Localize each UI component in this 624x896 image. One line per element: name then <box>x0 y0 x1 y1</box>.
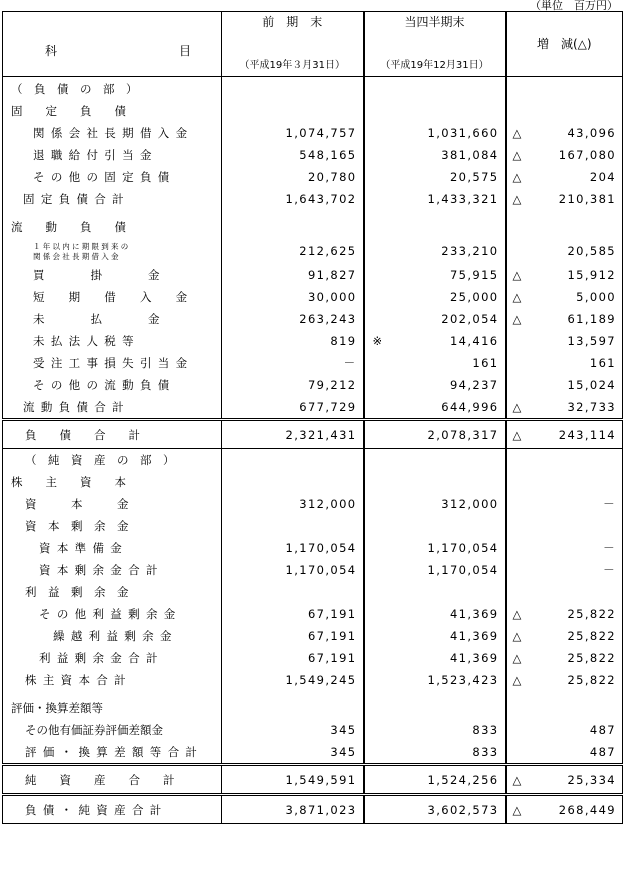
row-label: 資本準備金 <box>39 541 129 555</box>
header-prev-date: （平成19年３月31日） <box>239 60 345 71</box>
value-prev: 345 <box>330 723 357 737</box>
table-row <box>3 449 623 472</box>
value-curr: 381,084 <box>441 148 499 162</box>
row-label: 退職給付引当金 <box>33 148 158 162</box>
negative-mark: △ <box>512 126 522 140</box>
negative-mark: △ <box>512 772 522 787</box>
value-prev: － <box>343 356 357 370</box>
negative-mark: △ <box>512 192 522 206</box>
row-label: その他の固定負債 <box>33 170 176 184</box>
table-row <box>3 308 623 330</box>
table-row <box>3 166 623 188</box>
header-prev: 前 期 末 <box>262 15 323 29</box>
negative-mark: △ <box>512 170 522 184</box>
table-row <box>3 647 623 669</box>
value-diff: － <box>603 497 616 511</box>
value-curr: 312,000 <box>441 497 499 511</box>
table-row <box>3 352 623 374</box>
row-label: 短 期 借 入 金 <box>33 290 194 304</box>
value-curr: 644,996 <box>441 400 499 414</box>
value-prev: 819 <box>330 334 357 348</box>
value-curr: 1,031,660 <box>427 126 499 140</box>
negative-mark: △ <box>512 268 522 282</box>
table-row <box>3 100 623 122</box>
value-diff: 243,114 <box>558 427 616 442</box>
value-diff: 204 <box>589 170 616 184</box>
value-prev: 30,000 <box>307 290 357 304</box>
header-curr: 当四半期末 <box>404 15 465 29</box>
value-diff: 25,822 <box>567 651 616 665</box>
table-row <box>3 493 623 515</box>
table-row <box>3 741 623 765</box>
row-label: 資 本 剰 余 金 <box>25 519 129 533</box>
value-prev: 677,729 <box>299 400 357 414</box>
value-prev: 67,191 <box>307 629 357 643</box>
value-diff: 161 <box>589 356 616 370</box>
negative-mark: △ <box>512 427 522 442</box>
row-label: （ 負 債 の 部 ） <box>11 81 138 96</box>
table-row <box>3 669 623 691</box>
table-row <box>3 77 623 101</box>
value-diff: 210,381 <box>558 192 616 206</box>
row-label: 買 掛 金 <box>33 268 160 282</box>
value-prev: 67,191 <box>307 651 357 665</box>
value-prev: 263,243 <box>299 312 357 326</box>
value-diff: － <box>603 563 616 577</box>
value-curr: 75,915 <box>449 268 499 282</box>
row-label: 繰越利益剰余金 <box>53 629 178 643</box>
value-diff: 32,733 <box>567 400 616 414</box>
table-row <box>3 420 623 449</box>
row-label: 純 資 産 合 計 <box>25 772 175 787</box>
table-row <box>3 238 623 264</box>
value-diff: － <box>603 541 616 555</box>
table-row <box>3 537 623 559</box>
header-row <box>3 12 623 77</box>
value-prev: 1,170,054 <box>285 541 357 555</box>
value-prev: 1,549,245 <box>285 673 357 687</box>
row-label: 利 益 剰 余 金 <box>25 585 129 599</box>
header-item-2: 目 <box>179 44 192 58</box>
value-curr: 233,210 <box>441 244 499 258</box>
row-label: 資本剰余金合計 <box>39 563 164 577</box>
value-prev: 20,780 <box>307 170 357 184</box>
row-label: 固定負債合計 <box>23 192 130 206</box>
row-label: 評価・換算差額等 <box>11 701 103 715</box>
row-label: 株 主 資 本 <box>11 475 126 489</box>
value-diff: 25,822 <box>567 673 616 687</box>
value-prev: 79,212 <box>307 378 357 392</box>
row-label: 評価・換算差額等合計 <box>25 745 204 759</box>
value-diff: 61,189 <box>567 312 616 326</box>
value-diff: 43,096 <box>567 126 616 140</box>
table-row <box>3 515 623 537</box>
row-label: 利益剰余金合計 <box>39 651 164 665</box>
row-label: 資 本 金 <box>25 497 129 511</box>
table-row <box>3 581 623 603</box>
table-row <box>3 603 623 625</box>
value-prev: 345 <box>330 745 357 759</box>
header-curr-date: （平成19年12月31日） <box>380 60 489 71</box>
value-prev: 2,321,431 <box>285 427 357 442</box>
row-label: 受注工事損失引当金 <box>33 356 194 370</box>
row-label: その他の流動負債 <box>33 378 176 392</box>
value-curr: 1,433,321 <box>427 192 499 206</box>
value-curr: 20,575 <box>449 170 499 184</box>
value-curr: 833 <box>472 723 499 737</box>
row-label: 流 動 負 債 <box>11 220 126 234</box>
value-diff: 167,080 <box>558 148 616 162</box>
row-label: 負債・純資産合計 <box>25 802 168 817</box>
value-prev: 3,871,023 <box>285 802 357 817</box>
negative-mark: △ <box>512 651 522 665</box>
table-row <box>3 210 623 238</box>
negative-mark: △ <box>512 400 522 414</box>
value-diff: 15,024 <box>567 378 616 392</box>
negative-mark: △ <box>512 607 522 621</box>
row-label: 関係会社長期借入金 <box>33 126 194 140</box>
row-label: 負 債 合 計 <box>25 427 140 442</box>
value-curr: 202,054 <box>441 312 499 326</box>
value-prev: 67,191 <box>307 607 357 621</box>
value-diff: 25,334 <box>567 772 616 787</box>
table-row <box>3 691 623 719</box>
negative-mark: △ <box>512 673 522 687</box>
value-curr: 1,170,054 <box>427 563 499 577</box>
table-row <box>3 374 623 396</box>
table-row <box>3 765 623 795</box>
value-prev: 1,170,054 <box>285 563 357 577</box>
value-curr: 2,078,317 <box>427 427 499 442</box>
negative-mark: △ <box>512 802 522 817</box>
row-label: 未 払 金 <box>33 312 160 326</box>
row-label: 未払法人税等 <box>33 334 140 348</box>
negative-mark: △ <box>512 290 522 304</box>
value-curr: 25,000 <box>449 290 499 304</box>
value-prev: 312,000 <box>299 497 357 511</box>
value-diff: 25,822 <box>567 629 616 643</box>
row-label: １年以内に期限到来の <box>33 242 131 251</box>
row-label: 流動負債合計 <box>23 400 130 414</box>
value-prev: 548,165 <box>299 148 357 162</box>
value-diff: 25,822 <box>567 607 616 621</box>
negative-mark: △ <box>512 148 522 162</box>
value-curr: 161 <box>472 356 499 370</box>
row-label: その他有価証券評価差額金 <box>25 723 163 737</box>
row-label: 株主資本合計 <box>25 673 132 687</box>
row-label-2: 関係会社長期借入金 <box>33 252 121 261</box>
value-prev: 212,625 <box>299 244 357 258</box>
value-curr: 14,416 <box>449 334 499 348</box>
value-curr: 1,523,423 <box>427 673 499 687</box>
table-row <box>3 286 623 308</box>
table-row <box>3 122 623 144</box>
negative-mark: △ <box>512 312 522 326</box>
value-diff: 5,000 <box>576 290 616 304</box>
table-row <box>3 396 623 420</box>
table-row <box>3 188 623 210</box>
value-diff: 268,449 <box>558 802 616 817</box>
balance-sheet-table <box>2 11 623 824</box>
table-row <box>3 330 623 352</box>
table-row <box>3 144 623 166</box>
value-prev: 1,074,757 <box>285 126 357 140</box>
value-diff: 487 <box>589 723 616 737</box>
value-curr: 41,369 <box>449 629 499 643</box>
value-prev: 1,549,591 <box>285 772 357 787</box>
table-row <box>3 795 623 824</box>
table-row <box>3 559 623 581</box>
value-prev: 91,827 <box>307 268 357 282</box>
note-mark: ※ <box>372 334 383 348</box>
value-curr: 41,369 <box>449 651 499 665</box>
header-diff: 増 減(△) <box>536 37 592 51</box>
value-diff: 13,597 <box>567 334 616 348</box>
table-row <box>3 264 623 286</box>
table-row <box>3 719 623 741</box>
table-row <box>3 625 623 647</box>
negative-mark: △ <box>512 629 522 643</box>
table-row <box>3 471 623 493</box>
value-curr: 833 <box>472 745 499 759</box>
row-label: （ 純 資 産 の 部 ） <box>25 453 175 467</box>
row-label: 固 定 負 債 <box>11 104 126 118</box>
value-diff: 15,912 <box>567 268 616 282</box>
value-curr: 41,369 <box>449 607 499 621</box>
value-curr: 3,602,573 <box>427 802 499 817</box>
header-item-1: 科 <box>45 44 58 58</box>
row-label: その他利益剰余金 <box>39 607 182 621</box>
value-curr: 1,524,256 <box>427 772 499 787</box>
value-prev: 1,643,702 <box>285 192 357 206</box>
value-curr: 94,237 <box>449 378 499 392</box>
value-diff: 20,585 <box>567 244 616 258</box>
unit-note: （単位 百万円） <box>530 0 618 12</box>
value-curr: 1,170,054 <box>427 541 499 555</box>
value-diff: 487 <box>589 745 616 759</box>
